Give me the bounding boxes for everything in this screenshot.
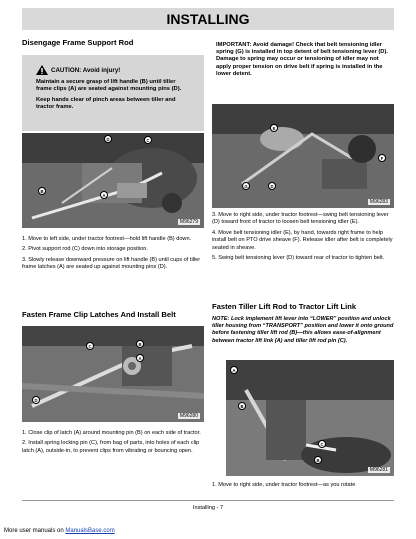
section-heading: Disengage Frame Support Rod xyxy=(22,38,134,47)
callout-d: D xyxy=(104,135,112,143)
caution-text-2: Keep hands clear of pinch areas between tiller and tractor frame. xyxy=(36,96,176,111)
figure-illustration xyxy=(226,360,394,476)
figure-belt-tension xyxy=(212,104,394,208)
step-1: 1. Move to left side, under tractor footrest—hold lift handle (B) down. xyxy=(22,236,192,242)
step-5: 5. Swing belt tensioning lever (D) toward rear of tractor to tighten belt. xyxy=(212,255,385,262)
caution-label: CAUTION: Avoid injury! xyxy=(51,66,121,74)
callout-b-lower: B xyxy=(314,456,322,464)
callout-c: C xyxy=(86,342,94,350)
step-1: 1. Close clip of latch (A) around mounting pin (B) on each side of tractor. xyxy=(22,430,201,436)
steps-belt-tension xyxy=(212,212,394,262)
callout-d: D xyxy=(268,182,276,190)
step-3: 3. Move to right side, under tractor footrest—swing belt tensioning lever (D) toward front of tractor to loosen belt tensioning idler (E). xyxy=(212,212,389,226)
note-text: NOTE: Lock implement lift lever into “LOWER” position and unlock tiller housing from “TRANSPORT” position and lower it onto ground before fastening tiller lift rod (B)—this allows ease-of-alignment between tractor lift link (A) and tiller lift rod pin (C). xyxy=(212,316,394,344)
warning-triangle-icon xyxy=(36,65,48,75)
page-title: INSTALLING xyxy=(22,8,394,30)
important-notice: IMPORTANT: Avoid damage! Check that belt tensioning idler spring (G) is installed in top detent of belt tensioning lever (D). Damage to spring may occur or tensioning of idler may not apply proper tension on drive belt if spring is installed in the lower detent. xyxy=(216,42,388,77)
callout-a: A xyxy=(100,191,108,199)
step-1: 1. Move to right side, under tractor footrest—as you rotate xyxy=(212,482,356,488)
manualsbase-link[interactable]: ManualsBase.com xyxy=(65,528,115,534)
figure-illustration xyxy=(22,133,204,228)
callout-b: B xyxy=(238,402,246,410)
steps-fasten-clip xyxy=(22,430,204,455)
caution-box xyxy=(22,55,204,131)
figure-code: M96280 xyxy=(179,413,198,419)
callout-a: A xyxy=(230,366,238,374)
footer-divider xyxy=(22,500,394,501)
figure-illustration xyxy=(212,104,394,208)
section-heading-tiller-lift-rod: Fasten Tiller Lift Rod to Tractor Lift Link xyxy=(212,302,357,311)
page-footer: Installing - 7 xyxy=(192,505,224,511)
callout-c: C xyxy=(144,136,152,144)
caution-text-1: Maintain a secure grasp of lift handle (B) until tiller frame clips (A) are seated against mounting pins (D). xyxy=(36,79,182,93)
section-title-disengage xyxy=(22,38,204,48)
callout-g: G xyxy=(242,182,250,190)
callout-c: C xyxy=(318,440,326,448)
caution-header xyxy=(36,65,190,75)
figure-code: M96283 xyxy=(369,199,388,205)
callout-b: B xyxy=(136,340,144,348)
callout-b: B xyxy=(38,187,46,195)
step-3: 3. Slowly release downward pressure on lift handle (B) until cups of tiller frame latches (A) are seated up against mounting pins (D). xyxy=(22,256,201,271)
figure-code: M96281 xyxy=(369,467,388,473)
figure-code: M96279 xyxy=(179,219,198,225)
callout-a: A xyxy=(136,354,144,362)
promo-text: More user manuals on xyxy=(4,528,66,534)
manuals-promo xyxy=(4,528,115,534)
section-heading-fasten-clip: Fasten Frame Clip Latches And Install Belt xyxy=(22,310,176,319)
step-4: 4. Move belt tensioning idler (E), by hand, towards right frame to help install belt on PTO drive sheave (F). Release idler after belt is completely seated in sheave. xyxy=(212,229,393,251)
figure-frame-support-rod xyxy=(22,133,204,228)
figure-illustration xyxy=(22,326,204,422)
figure-frame-clip-latches xyxy=(22,326,204,422)
callout-e: E xyxy=(270,124,278,132)
step-2: 2. Install spring locking pin (C), from bag of parts, into holes of each clip latch (A), outside-in, to prevent clips from vibrating or bouncing open. xyxy=(22,440,200,454)
callout-f: F xyxy=(378,154,386,162)
steps-tiller-lift-rod xyxy=(212,482,394,489)
callout-d: D xyxy=(32,396,40,404)
step-2: 2. Pivot support rod (C) down into storage position. xyxy=(22,246,148,253)
figure-tiller-lift-rod xyxy=(226,360,394,476)
steps-disengage xyxy=(22,236,204,272)
